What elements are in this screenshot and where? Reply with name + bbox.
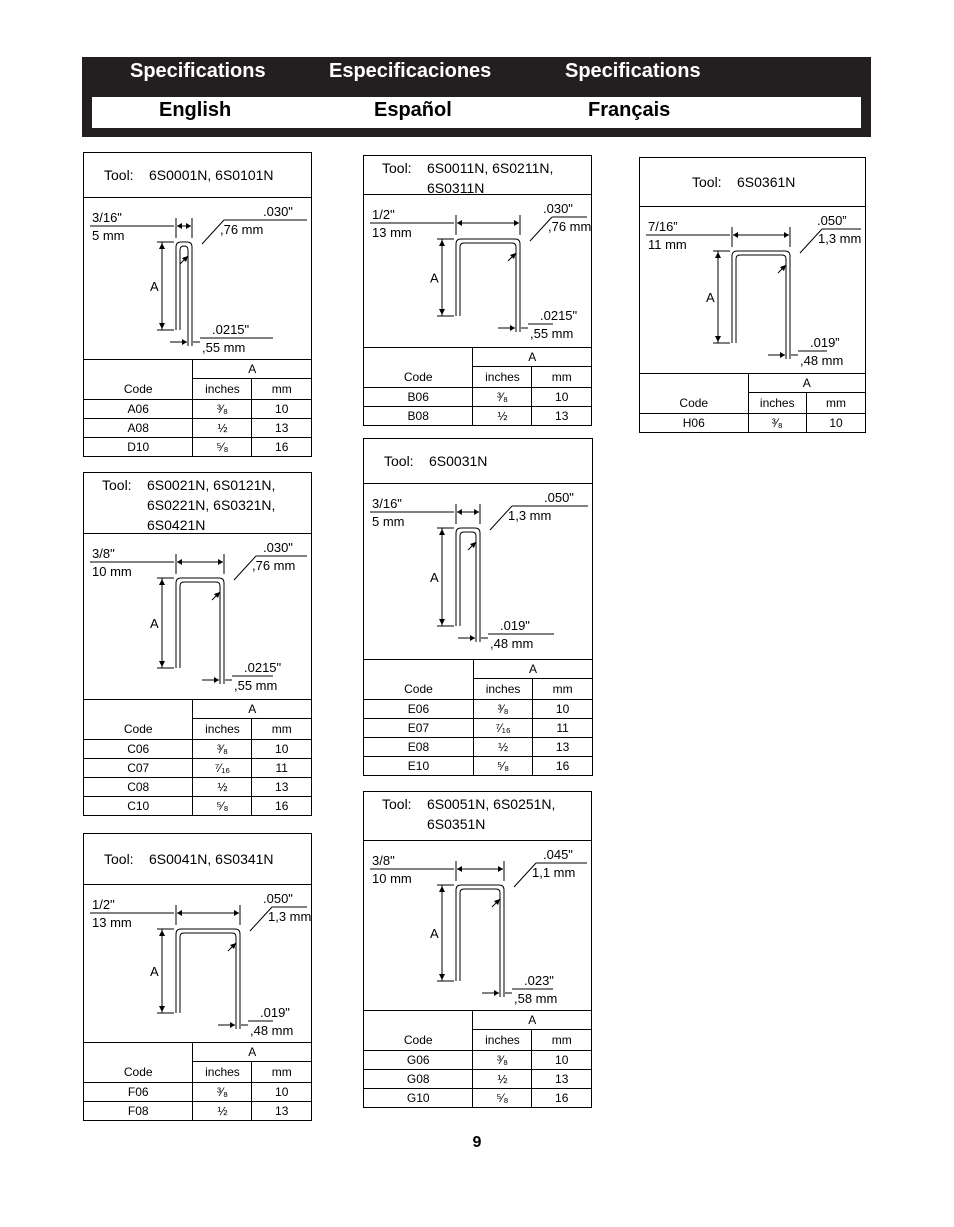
wire-mm: ,55 mm — [234, 678, 278, 693]
spec-mm: 16 — [533, 757, 592, 776]
tool-label: Tool: — [104, 167, 134, 183]
staple-outline-outer — [456, 239, 520, 316]
thickness-inches: .045" — [543, 847, 573, 862]
wire-inches: .0215" — [540, 308, 578, 323]
spec-inches: ½ — [193, 778, 252, 797]
staple-spec-card — [363, 155, 592, 426]
wire-inches: .0215" — [212, 322, 250, 337]
spec-inches: ½ — [193, 1102, 252, 1121]
spec-mm: 11 — [252, 759, 311, 778]
spec-code: F08 — [84, 1102, 193, 1121]
spec-code-header: Code — [84, 1062, 193, 1083]
staple-diagram-svg — [364, 195, 593, 348]
arrow-head — [470, 635, 475, 641]
spec-inches: ½ — [473, 1070, 532, 1089]
tool-label: Tool: — [104, 851, 134, 867]
spec-inches-header: inches — [193, 1062, 252, 1083]
width-mm: 10 mm — [92, 564, 132, 579]
arrow-head — [439, 886, 445, 892]
width-inches: 3/16" — [372, 496, 402, 511]
spec-inches-header: inches — [748, 393, 807, 414]
header-title-es: Especificaciones — [329, 60, 492, 82]
language-bar — [92, 97, 861, 128]
staple-outline-inner — [180, 582, 220, 668]
tool-models — [149, 165, 274, 185]
spec-a-header: A — [193, 1043, 311, 1062]
spec-blank — [364, 348, 473, 367]
thickness-inches: .030" — [543, 201, 573, 216]
staple-outline-inner — [180, 933, 236, 1013]
wire-inches: .019" — [260, 1005, 290, 1020]
width-mm: 5 mm — [92, 228, 125, 243]
arrow-head — [159, 1006, 165, 1012]
thickness-mm: ,76 mm — [252, 558, 296, 573]
wire-mm: ,48 mm — [800, 353, 844, 368]
spec-blank — [640, 374, 748, 393]
wire-mm: ,48 mm — [490, 636, 534, 651]
spec-code: F06 — [84, 1083, 193, 1102]
spec-mm: 10 — [532, 1051, 591, 1070]
spec-mm: 10 — [533, 700, 592, 719]
spec-a-header: A — [748, 374, 865, 393]
staple-outline-outer — [732, 251, 790, 343]
arrow-head — [474, 509, 479, 515]
thickness-mm: 1,3 mm — [508, 508, 552, 523]
staple-spec-card — [83, 833, 312, 1121]
staple-diagram — [84, 534, 311, 700]
spec-code: C07 — [84, 759, 193, 778]
spec-table — [364, 659, 592, 775]
arrow-head — [733, 232, 738, 238]
spec-a-header: A — [473, 348, 591, 367]
thickness-mm: 1,3 mm — [818, 231, 862, 246]
spec-a-header: A — [193, 360, 311, 379]
spec-inches: ⁵⁄₈ — [193, 797, 252, 816]
tool-models — [427, 158, 553, 198]
tool-models — [737, 172, 795, 192]
staple-outline-inner — [460, 889, 500, 981]
thickness-inches: .050" — [544, 490, 574, 505]
wire-mm: ,48 mm — [250, 1023, 294, 1038]
arrow-head — [439, 974, 445, 980]
leg-length-label: A — [430, 270, 439, 286]
spec-inches: ³⁄₈ — [193, 1083, 252, 1102]
arrow-head — [494, 990, 499, 996]
staple-diagram-svg — [640, 207, 867, 375]
arrow-head — [510, 325, 515, 331]
arrow-head — [514, 220, 519, 226]
arrow-head — [159, 579, 165, 585]
tool-heading — [364, 439, 592, 484]
wire-inches: .023" — [524, 973, 554, 988]
staple-diagram — [364, 195, 591, 348]
spec-code: G10 — [364, 1089, 473, 1108]
spec-blank — [84, 1043, 193, 1062]
spec-mm-header: mm — [551, 370, 572, 384]
tool-heading — [84, 153, 311, 198]
staple-outline-outer — [176, 929, 240, 1013]
spec-mm: 10 — [252, 740, 311, 759]
arrow-head — [177, 910, 182, 916]
arrow-head — [214, 677, 219, 683]
spec-inches: ⁵⁄₈ — [193, 438, 252, 457]
spec-code: C10 — [84, 797, 193, 816]
spec-mm-header: mm — [271, 1065, 292, 1079]
spec-table — [84, 359, 311, 456]
spec-a-header: A — [473, 1011, 591, 1030]
tool-model-line: 6S0361N — [737, 174, 796, 190]
tool-heading — [84, 473, 311, 534]
wire-mm: ,55 mm — [202, 340, 246, 355]
tool-model-line: 6S0421N — [147, 517, 206, 533]
staple-spec-card — [83, 472, 312, 816]
width-mm: 11 mm — [648, 237, 687, 252]
spec-inches: ³⁄₈ — [473, 700, 532, 719]
spec-inches: ³⁄₈ — [193, 400, 252, 419]
spec-mm: 13 — [532, 1070, 591, 1089]
arrow-head — [439, 529, 445, 535]
tool-models — [147, 475, 275, 535]
spec-blank — [364, 660, 473, 679]
width-mm: 10 mm — [372, 871, 412, 886]
arrow-head — [186, 223, 191, 229]
width-inches: 1/2" — [372, 207, 395, 222]
arrow-head — [457, 509, 462, 515]
language-francais: Français — [588, 99, 671, 121]
spec-mm: 10 — [252, 400, 311, 419]
arrow-head — [177, 223, 182, 229]
thickness-mm: ,76 mm — [548, 219, 592, 234]
tool-label: Tool: — [382, 160, 412, 176]
spec-mm-header: mm — [552, 682, 573, 696]
tool-model-line: 6S0351N — [427, 816, 486, 832]
header-title-fr: Specifications — [565, 60, 701, 82]
spec-code-header: Code — [84, 719, 193, 740]
arrow-head — [457, 866, 462, 872]
staple-spec-card — [363, 791, 592, 1108]
spec-inches-header: inches — [473, 1030, 532, 1051]
staple-outline-inner — [736, 255, 786, 343]
spec-code: E10 — [364, 757, 473, 776]
language-english: English — [159, 99, 232, 121]
staple-outline-inner — [460, 243, 516, 316]
wire-mm: ,58 mm — [514, 991, 558, 1006]
tool-label: Tool: — [692, 174, 722, 190]
staple-diagram-svg — [84, 885, 313, 1045]
thickness-inches: .050” — [817, 213, 847, 228]
leg-length-label: A — [150, 964, 159, 979]
spec-code: B08 — [364, 407, 473, 426]
spec-code-header: Code — [364, 367, 473, 388]
spec-header — [82, 57, 871, 137]
spec-mm: 10 — [252, 1083, 311, 1102]
spec-mm: 16 — [252, 797, 311, 816]
width-inches: 1/2" — [92, 897, 115, 912]
staple-spec-card — [83, 152, 312, 457]
staple-spec-card — [639, 157, 866, 433]
staple-outline-outer — [176, 578, 224, 668]
spec-code: B06 — [364, 388, 473, 407]
spec-mm: 10 — [807, 414, 866, 433]
spec-a-header: A — [473, 660, 592, 679]
wire-mm: ,55 mm — [530, 326, 574, 341]
staple-diagram — [364, 484, 592, 658]
thickness-mm: 1,3 mm — [268, 909, 312, 924]
arrow-head — [780, 352, 785, 358]
staple-diagram-svg — [84, 534, 313, 700]
tool-heading — [640, 158, 865, 207]
spec-code: D10 — [84, 438, 193, 457]
spec-code: E08 — [364, 738, 473, 757]
spec-inches-header: inches — [473, 679, 532, 700]
tool-label: Tool: — [384, 453, 414, 469]
spec-inches: ½ — [473, 738, 532, 757]
spec-table — [84, 1042, 311, 1120]
spec-mm-header: mm — [271, 382, 292, 396]
spec-inches: ½ — [473, 407, 532, 426]
tool-models — [429, 451, 487, 471]
header-title-en: Specifications — [130, 60, 266, 82]
thickness-inches: .030" — [263, 204, 293, 219]
wire-inches: .019" — [500, 618, 530, 633]
spec-blank — [84, 360, 193, 379]
thickness-mm: ,76 mm — [220, 222, 264, 237]
spec-code: E06 — [364, 700, 473, 719]
spec-code-header: Code — [364, 679, 473, 700]
tool-models — [427, 794, 555, 834]
spec-inches: ⁵⁄₈ — [473, 1089, 532, 1108]
arrow-head — [784, 232, 789, 238]
spec-inches-header: inches — [193, 719, 252, 740]
arrow-head — [715, 336, 721, 342]
leg-length-label: A — [430, 570, 439, 585]
tool-model-line: 6S0031N — [429, 453, 488, 469]
spec-mm-header: mm — [826, 396, 846, 410]
spec-inches: ⁵⁄₈ — [473, 757, 532, 776]
tool-label: Tool: — [102, 477, 132, 493]
spec-inches: ½ — [193, 419, 252, 438]
spec-inches: ⁷⁄₁₆ — [473, 719, 532, 738]
staple-spec-card — [363, 438, 593, 776]
width-inches: 7/16” — [648, 219, 678, 234]
staple-outline-outer — [456, 885, 504, 981]
arrow-head — [177, 559, 182, 565]
spec-mm: 13 — [252, 778, 311, 797]
spec-code-header: Code — [84, 379, 193, 400]
thickness-inches: .050" — [263, 891, 293, 906]
spec-table — [84, 699, 311, 815]
spec-table — [640, 373, 865, 432]
arrow-head — [439, 309, 445, 315]
tool-heading — [364, 792, 591, 841]
spec-table — [364, 347, 591, 425]
arrow-head — [439, 619, 445, 625]
tool-heading — [84, 834, 311, 885]
spec-code: G06 — [364, 1051, 473, 1070]
language-espanol: Español — [374, 99, 452, 121]
spec-table — [364, 1010, 591, 1107]
arrow-head — [159, 930, 165, 936]
spec-mm: 13 — [533, 738, 592, 757]
width-inches: 3/8" — [92, 546, 115, 561]
width-inches: 3/8" — [372, 853, 395, 868]
spec-code: A06 — [84, 400, 193, 419]
wire-inches: .0215" — [244, 660, 282, 675]
wire-inches: .019” — [810, 335, 840, 350]
spec-blank — [84, 700, 193, 719]
spec-mm-header: mm — [551, 1033, 572, 1047]
spec-inches: ³⁄₈ — [193, 740, 252, 759]
spec-inches: ⁷⁄₁₆ — [193, 759, 252, 778]
spec-code: E07 — [364, 719, 473, 738]
staple-diagram-svg — [84, 198, 313, 362]
staple-diagram-svg — [364, 841, 593, 1013]
spec-inches: ³⁄₈ — [473, 388, 532, 407]
tool-model-line: 6S0001N, 6S0101N — [149, 167, 274, 183]
width-mm: 5 mm — [372, 514, 405, 529]
staple-diagram — [364, 841, 591, 1013]
arrow-head — [457, 220, 462, 226]
spec-code-header: Code — [640, 393, 748, 414]
width-inches: 3/16" — [92, 210, 122, 225]
spec-code: C06 — [84, 740, 193, 759]
staple-diagram — [84, 198, 311, 362]
spec-mm: 10 — [532, 388, 591, 407]
width-mm: 13 mm — [92, 915, 132, 930]
leg-length-label: A — [150, 616, 159, 631]
leg-length-label: A — [430, 926, 439, 941]
spec-mm-header: mm — [271, 722, 292, 736]
spec-mm: 13 — [532, 407, 591, 426]
arrow-head — [234, 910, 239, 916]
spec-inches-header: inches — [473, 367, 532, 388]
tool-model-line: 6S0311N — [427, 180, 485, 196]
tool-model-line: 6S0041N, 6S0341N — [149, 851, 274, 867]
spec-inches: ³⁄₈ — [748, 414, 807, 433]
spec-mm: 13 — [252, 1102, 311, 1121]
tool-models — [149, 849, 274, 869]
arrow-head — [182, 339, 187, 345]
page-number: 9 — [472, 1134, 482, 1151]
thickness-mm: 1,1 mm — [532, 865, 576, 880]
arrow-head — [230, 1022, 235, 1028]
tool-model-line: 6S0011N, 6S0211N, — [427, 160, 554, 176]
arrow-head — [159, 661, 165, 667]
spec-mm: 16 — [532, 1089, 591, 1108]
leg-length-label: A — [150, 279, 159, 294]
arrow-head — [159, 243, 165, 249]
spec-code: H06 — [640, 414, 748, 433]
staple-diagram-svg — [364, 484, 594, 658]
spec-mm: 11 — [533, 719, 592, 738]
leg-length-label: A — [706, 290, 715, 305]
spec-code: A08 — [84, 419, 193, 438]
staple-diagram — [84, 885, 311, 1045]
tool-model-line: 6S0051N, 6S0251N, — [427, 796, 556, 812]
arrow-head — [715, 252, 721, 258]
spec-mm: 16 — [252, 438, 311, 457]
width-mm: 13 mm — [372, 225, 412, 240]
spec-inches: ³⁄₈ — [473, 1051, 532, 1070]
spec-a-header: A — [193, 700, 311, 719]
arrow-head — [159, 323, 165, 329]
spec-code: G08 — [364, 1070, 473, 1089]
tool-heading — [364, 156, 591, 195]
spec-code: C08 — [84, 778, 193, 797]
spec-inches-header: inches — [193, 379, 252, 400]
staple-diagram — [640, 207, 865, 375]
arrow-head — [439, 240, 445, 246]
tool-model-line: 6S0221N, 6S0321N, — [147, 497, 276, 513]
arrow-head — [218, 559, 223, 565]
spec-code-header: Code — [364, 1030, 473, 1051]
tool-label: Tool: — [382, 796, 412, 812]
thickness-inches: .030" — [263, 540, 293, 555]
arrow-head — [498, 866, 503, 872]
tool-model-line: 6S0021N, 6S0121N, — [147, 477, 276, 493]
spec-mm: 13 — [252, 419, 311, 438]
staple-outline-outer — [176, 242, 192, 330]
spec-blank — [364, 1011, 473, 1030]
